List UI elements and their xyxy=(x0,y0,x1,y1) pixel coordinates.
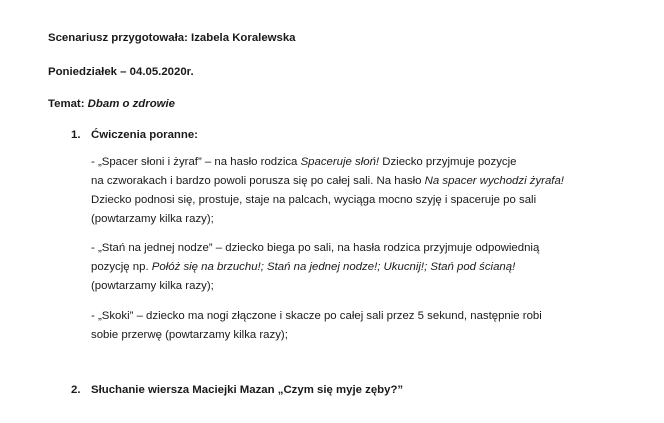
paragraph-line: Dziecko podnosi się, prostuje, staje na palcach, wyciąga mocno szyję i spaceruje po sali xyxy=(91,194,537,206)
section-number: 1. xyxy=(71,129,81,141)
section-title: Ćwiczenia poranne: xyxy=(91,129,198,141)
paragraph-line: - „Spacer słoni i żyraf” – na hasło rodzica Spaceruje słoń! Dziecko przyjmuje pozycje xyxy=(91,156,517,168)
topic-title: Dbam o zdrowie xyxy=(87,98,176,110)
topic-prefix: Temat: xyxy=(48,98,88,110)
paragraph-line: pozycję np. Połóż się na brzuchu!; Stań na jednej nodze!; Ukucnij!; Stań pod ścianą! xyxy=(91,261,516,273)
author-line: Scenariusz przygotowała: Izabela Koralewska xyxy=(48,32,296,44)
paragraph-line: (powtarzamy kilka razy); xyxy=(91,213,214,225)
paragraph-line: sobie przerwę (powtarzamy kilka razy); xyxy=(91,329,288,341)
section-title: Słuchanie wiersza Maciejki Mazan „Czym się myje zęby?” xyxy=(91,384,404,396)
paragraph-line: - „Stań na jednej nodze” – dziecko biega po sali, na hasła rodzica przyjmuje odpowiednią xyxy=(91,242,540,254)
paragraph-line: (powtarzamy kilka razy); xyxy=(91,280,214,292)
date-line: Poniedziałek – 04.05.2020r. xyxy=(48,66,194,78)
topic-line xyxy=(48,97,175,112)
paragraph-line: na czworakach i bardzo powoli porusza się po całej sali. Na hasło Na spacer wychodzi żyrafa! xyxy=(91,175,564,187)
section-number: 2. xyxy=(71,384,81,396)
paragraph-line: - „Skoki” – dziecko ma nogi złączone i skacze po całej sali przez 5 sekund, następnie robi xyxy=(91,310,542,322)
